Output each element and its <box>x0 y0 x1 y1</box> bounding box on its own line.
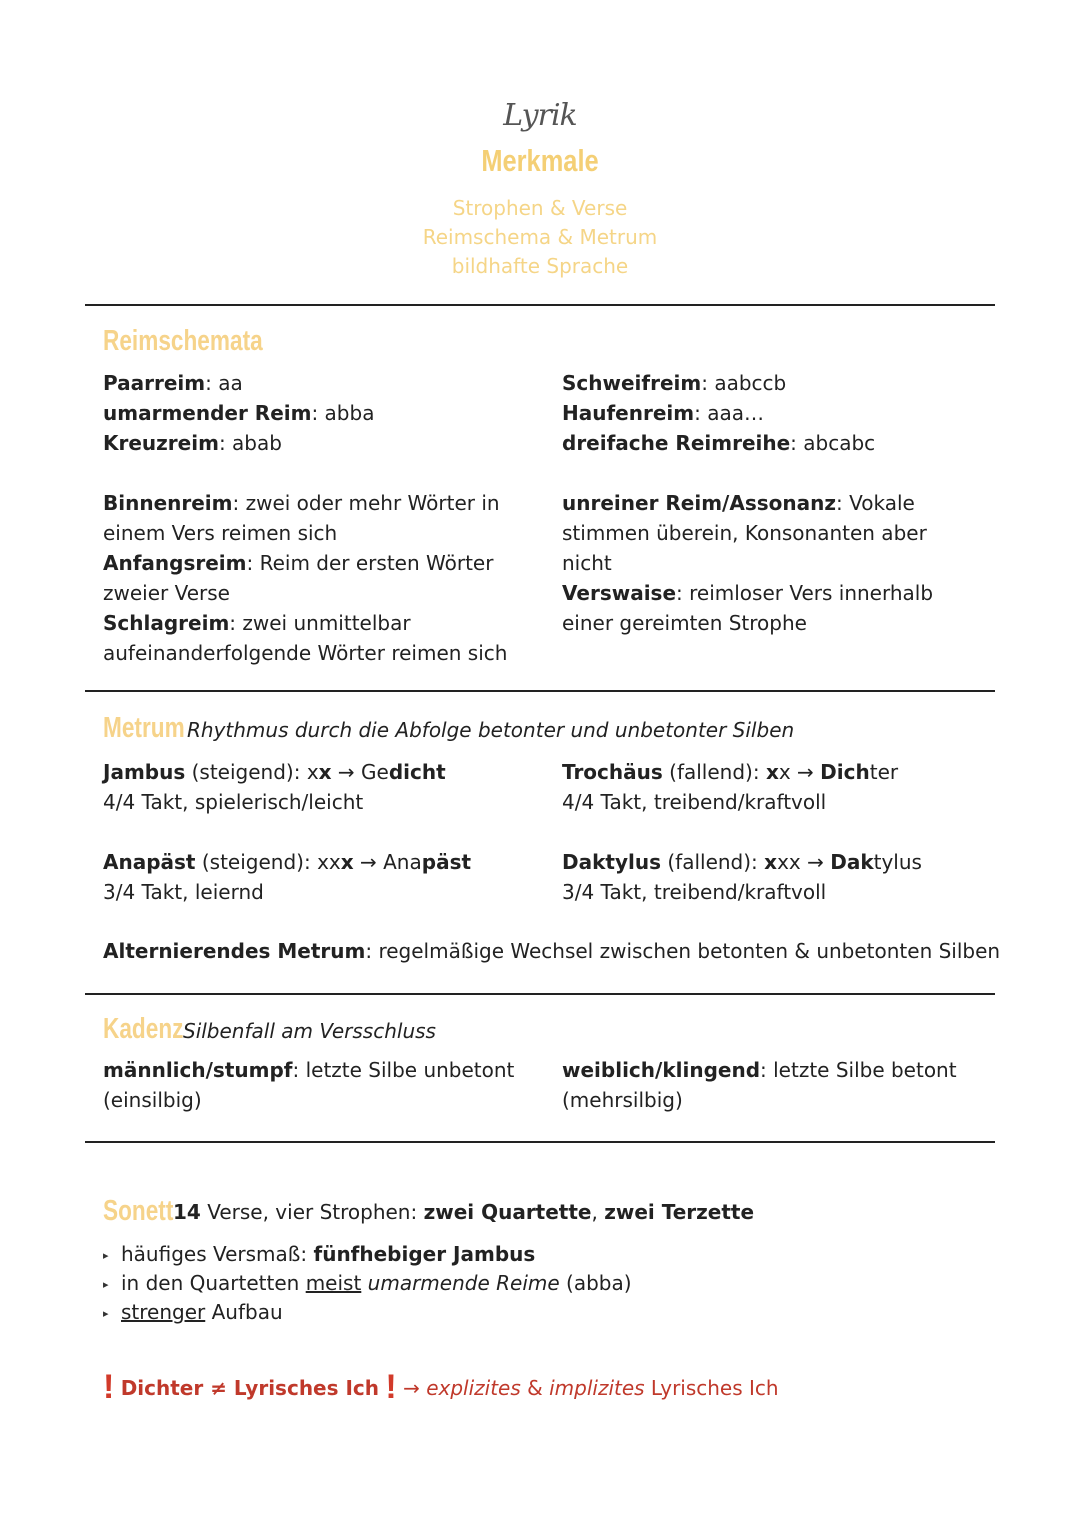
bullet-icon: ▸ <box>103 1307 109 1320</box>
section-title: Reimschemata <box>103 325 263 357</box>
meter-daktylus: Daktylus (fallend): xxx → Daktylus 3/4 Takt, treibend/kraftvoll <box>562 850 922 904</box>
page-title: Merkmale <box>481 143 599 178</box>
list-item: ▸ in den Quartetten meist umarmende Reime (abba) <box>103 1268 632 1300</box>
section-title: Sonett <box>103 1195 174 1227</box>
meter-trochaeus: Trochäus (fallend): xx → Dichter 4/4 Takt, treibend/kraftvoll <box>562 760 899 814</box>
subtitle-3: bildhafte Sprache <box>451 254 629 278</box>
section-description: Silbenfall am Versschluss <box>183 1019 436 1043</box>
meter-jambus: Jambus (steigend): xx → Gedicht 4/4 Takt, spielerisch/leicht <box>103 760 446 814</box>
subtitle-2: Reimschema & Metrum <box>422 225 658 249</box>
section-description: Rhythmus durch die Abfolge betonter und unbetonter Silben <box>187 718 795 742</box>
divider <box>85 304 995 306</box>
exclamation-icon: ! <box>103 1368 115 1406</box>
rhyme-types-right <box>562 488 982 638</box>
bullet-icon: ▸ <box>103 1278 109 1291</box>
section-title: Metrum <box>103 712 185 744</box>
rhyme-item: Schlagreim: zwei unmittelbar aufeinanderfolgende Wörter reimen sich <box>103 611 508 665</box>
divider <box>85 690 995 692</box>
rhyme-list-right <box>562 368 1002 458</box>
rhyme-item: Kreuzreim: abab <box>103 431 282 455</box>
meter-anapaest: Anapäst (steigend): xxx → Anapäst 3/4 Takt, leiernd <box>103 850 472 904</box>
note-line: ! Dichter ≠ Lyrisches Ich ! → explizites & implizites Lyrisches Ich <box>103 1368 779 1406</box>
section-metrum-header <box>103 712 794 745</box>
rhyme-item: Binnenreim: zwei oder mehr Wörter in einem Vers reimen sich <box>103 491 500 545</box>
rhyme-list-left <box>103 368 523 458</box>
rhyme-item: unreiner Reim/Assonanz: Vokale stimmen überein, Konsonanten aber nicht <box>562 491 927 575</box>
bullet-icon: ▸ <box>103 1249 109 1262</box>
list-item: ▸ häufiges Versmaß: fünfhebiger Jambus <box>103 1239 535 1271</box>
cadence-female: weiblich/klingend: letzte Silbe betont (mehrsilbig) <box>562 1058 957 1112</box>
section-title: Kadenz <box>103 1013 184 1045</box>
rhyme-item: Paarreim: aa <box>103 371 243 395</box>
rhyme-item: Schweifreim: aabccb <box>562 371 787 395</box>
section-sonett-header: Sonett14 Verse, vier Strophen: zwei Quartette, zwei Terzette <box>103 1195 755 1227</box>
exclamation-icon: ! <box>385 1368 397 1406</box>
section-reimschemata-title <box>103 325 308 358</box>
rhyme-item: Anfangsreim: Reim der ersten Wörter zweier Verse <box>103 551 494 605</box>
cadence-male: männlich/stumpf: letzte Silbe unbetont (einsilbig) <box>103 1058 515 1112</box>
list-item: ▸ strenger Aufbau <box>103 1297 283 1329</box>
alternating-meter: Alternierendes Metrum: regelmäßige Wechsel zwischen betonten & unbetonten Silben <box>103 939 1001 963</box>
divider <box>85 1141 995 1143</box>
divider <box>85 993 995 995</box>
rhyme-item: dreifache Reimreihe: abcabc <box>562 431 876 455</box>
rhyme-item: umarmender Reim: abba <box>103 401 375 425</box>
section-kadenz-header <box>103 1013 436 1046</box>
rhyme-item: Haufenreim: aaa… <box>562 401 764 425</box>
subtitle-1: Strophen & Verse <box>452 196 628 220</box>
rhyme-item: Verswaise: reimloser Vers innerhalb einer gereimten Strophe <box>562 581 934 635</box>
script-title: Lyrik <box>503 98 577 133</box>
rhyme-types-left <box>103 488 513 668</box>
